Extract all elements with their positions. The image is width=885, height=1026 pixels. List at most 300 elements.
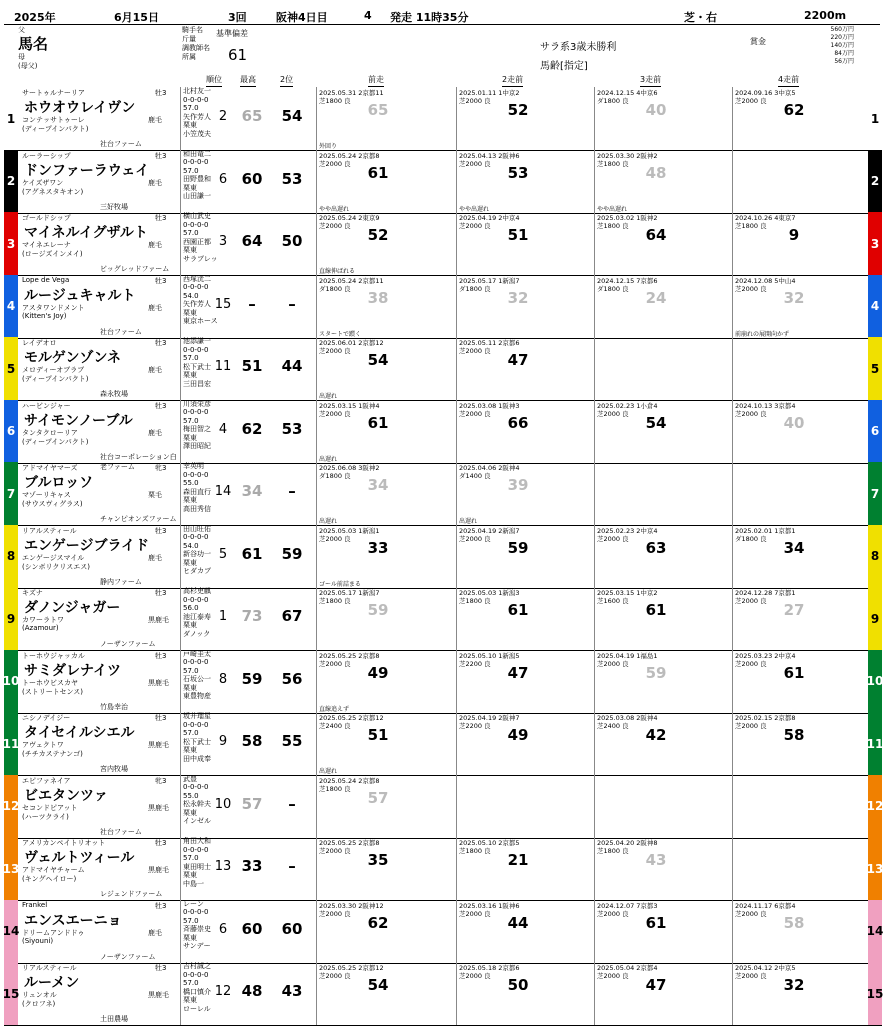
past-race[interactable]	[316, 400, 455, 463]
jockey-line: 栗東	[183, 558, 197, 567]
horse-row[interactable]	[4, 212, 882, 276]
race-score: 32	[783, 976, 805, 994]
rank: 9	[218, 734, 228, 749]
race-score: 24	[645, 288, 667, 307]
race-course: ダ1800 良	[319, 472, 351, 480]
jockey-line: 和田竜二	[183, 149, 211, 158]
horse-name[interactable]: タイセイルシエル	[24, 725, 135, 741]
second-score: –	[288, 857, 296, 875]
race-score: 35	[367, 851, 389, 869]
gate-number-left: 5	[4, 337, 18, 400]
damsire: (ディープインパクト)	[22, 437, 89, 446]
dam: エンゲージスマイル	[22, 553, 85, 562]
past-race[interactable]	[594, 212, 733, 275]
horse-row[interactable]	[4, 900, 882, 964]
horse-row[interactable]	[4, 712, 882, 776]
breeder: ビッグレッドファーム	[100, 265, 170, 273]
sex-age: 牡3	[155, 276, 167, 285]
past-race[interactable]	[732, 775, 871, 838]
jockey-line: 栗東	[183, 808, 197, 817]
race-course: 芝2000 良	[597, 409, 629, 418]
jockey-line: ダノック	[183, 629, 211, 638]
gate-number-right: 2	[868, 150, 882, 213]
dam: マイネエレーナ	[22, 241, 71, 249]
past-race[interactable]	[594, 462, 733, 525]
past-race[interactable]	[732, 337, 871, 400]
past-race[interactable]	[732, 212, 871, 275]
gate-number-right: 10	[868, 650, 882, 713]
sire: キズナ	[22, 589, 43, 597]
race-comment: 出遅れ	[319, 518, 338, 525]
breeder: ノーザンファーム	[100, 640, 156, 648]
sex-age: 牡3	[155, 526, 167, 535]
damsire: (ディープインパクト)	[22, 125, 89, 133]
race-date: 2025.06.01 2京都12	[319, 339, 384, 347]
second-score: –	[288, 482, 296, 500]
race-score: 62	[367, 913, 389, 932]
past-race[interactable]	[316, 87, 455, 150]
rank: 15	[214, 296, 232, 312]
horse-row[interactable]	[4, 275, 882, 339]
race-date: 2025.03.16 1阪神6	[459, 901, 520, 910]
past-race[interactable]	[316, 650, 455, 713]
jockey-line: 栗東	[183, 621, 197, 629]
jockey-line: 0-0-0-0	[183, 95, 209, 104]
race-date: 2024.10.13 3京都4	[735, 401, 796, 410]
coat: 黒鹿毛	[148, 678, 169, 687]
horse-row[interactable]	[4, 462, 882, 526]
max-score: 61	[241, 544, 263, 563]
past-race[interactable]	[456, 650, 595, 713]
race-score: 50	[507, 976, 529, 994]
trainer-col-label: 調教師名	[182, 44, 210, 52]
race-comment: 直線伸ばれる	[319, 268, 356, 275]
past-race[interactable]	[316, 212, 455, 275]
jockey-info	[180, 587, 213, 650]
second-score: 67	[281, 607, 303, 625]
coat: 鹿毛	[148, 116, 162, 124]
past-race[interactable]	[456, 900, 595, 963]
horse-row[interactable]	[4, 837, 882, 901]
horse-name[interactable]: ホウオウレイヴン	[24, 100, 136, 116]
sex-age: 牡3	[155, 901, 167, 910]
race-course: 芝2000 良	[459, 409, 491, 418]
horse-name[interactable]: モルゲンゾンネ	[24, 350, 122, 366]
past-race[interactable]	[732, 587, 871, 650]
sire: リアルスティール	[22, 526, 77, 535]
past-race[interactable]	[594, 650, 733, 713]
horse-info	[20, 900, 180, 963]
jockey-line: 池添謙一	[183, 337, 211, 345]
sire: アドマイヤマーズ	[22, 464, 78, 472]
jockey-line: 0-0-0-0	[183, 908, 209, 916]
horse-info	[20, 525, 180, 588]
past-race[interactable]	[732, 900, 871, 963]
race-date: 2025.04.13 2阪神6	[459, 151, 520, 160]
jockey-line: 栗東	[183, 433, 197, 442]
race-date: 2025.05.04 2京都4	[597, 964, 658, 972]
past-race[interactable]	[594, 400, 733, 463]
past-race[interactable]	[456, 587, 595, 650]
past-race[interactable]	[594, 337, 733, 400]
horse-row[interactable]	[4, 650, 882, 714]
past-race[interactable]	[594, 150, 733, 213]
jockey-info	[180, 150, 213, 213]
jockey-line: 松下武士	[183, 362, 211, 371]
past-race[interactable]	[732, 650, 871, 713]
jockey-line: 0-0-0-0	[183, 533, 209, 541]
horse-info	[20, 275, 180, 338]
rank: 10	[214, 796, 232, 812]
damsire: (Azamour)	[22, 624, 59, 632]
horse-name[interactable]: ルージュキャルト	[24, 287, 136, 304]
coat: 黒鹿毛	[148, 803, 169, 812]
race-date: 2025.05.31 2京都11	[319, 89, 384, 97]
race-date: 2025.03.30 2阪神12	[319, 901, 384, 910]
race-course: 芝2000 良	[459, 972, 491, 980]
race-date: 2024.10.26 4東京7	[735, 214, 796, 222]
race-score: 61	[507, 601, 529, 619]
past-race[interactable]	[732, 837, 871, 900]
horse-row[interactable]	[4, 87, 882, 151]
gate-number-left: 4	[4, 275, 18, 338]
jockey-col-label: 騎手名	[182, 26, 203, 34]
prize-3: 140万円	[830, 42, 854, 49]
rank: 5	[218, 546, 228, 562]
race-date: 2025.05.24 2京都11	[319, 276, 384, 285]
sex-age: 牡3	[155, 839, 167, 847]
past-race[interactable]	[594, 900, 733, 963]
race-date: 2024.09.16 3中京5	[735, 89, 796, 97]
jockey-line: 57.0	[183, 854, 199, 862]
race-course: 芝2000 良	[459, 97, 491, 105]
race-score: 61	[367, 163, 389, 182]
gate-number-right: 14	[868, 900, 882, 963]
horse-name[interactable]: ルーメン	[24, 975, 80, 991]
horse-name[interactable]: サミダレナイツ	[24, 662, 122, 679]
horse-name[interactable]: エンスエーニョ	[24, 912, 122, 929]
jockey-line: 栗東	[183, 933, 197, 942]
race-course: 芝2000 良	[319, 409, 351, 418]
past-race[interactable]	[732, 275, 871, 338]
max-score: 48	[241, 982, 263, 1000]
jockey-line: 57.0	[183, 354, 199, 362]
gate-number-left: 6	[4, 400, 18, 463]
second-score: 44	[281, 357, 303, 375]
jockey-line: 横山武史	[183, 212, 211, 220]
race-course: 芝2000 良	[597, 534, 629, 543]
race-course: 芝2000 良	[735, 409, 767, 418]
col-rank: 順位	[206, 74, 222, 87]
jockey-line: 0-0-0-0	[183, 845, 209, 854]
race-date: 2025.05.17 1新潟7	[459, 276, 520, 285]
race-score: 54	[367, 976, 389, 994]
horse-info	[20, 587, 180, 650]
race-date: 2024.12.15 4中京6	[597, 89, 658, 97]
race-course: 芝2000 良	[735, 909, 767, 918]
horse-name[interactable]: サイモンノーブル	[24, 412, 133, 429]
horse-name[interactable]: ドンファーラウェイ	[24, 162, 150, 179]
past-race[interactable]	[594, 87, 733, 150]
sire: アメリカンペイトリオット	[22, 839, 106, 847]
race-score: 32	[783, 288, 805, 307]
race-course: 芝2000 良	[319, 159, 351, 168]
race-course: 芝1800 良	[319, 97, 351, 105]
race-course: 芝1800 良	[597, 159, 629, 168]
past-race[interactable]	[732, 462, 871, 525]
past-race[interactable]	[732, 150, 871, 213]
race-comment: 外回り	[319, 143, 338, 150]
past-race[interactable]	[316, 275, 455, 338]
rank: 2	[218, 109, 228, 124]
past-race[interactable]	[456, 212, 595, 275]
horse-label: 馬名	[18, 35, 49, 53]
jockey-line: 57.0	[183, 979, 199, 987]
breeder: ノーザンファーム	[100, 952, 156, 961]
horse-name[interactable]: ダノンジャガー	[24, 600, 121, 616]
sex-age: 牡3	[155, 401, 167, 410]
second-score: 59	[281, 544, 303, 563]
race-score: 64	[645, 226, 667, 244]
jockey-line: 戸崎圭太	[183, 649, 211, 658]
past-race[interactable]	[456, 712, 595, 775]
race-course: 芝2000 良	[459, 222, 491, 230]
horse-name[interactable]: マイネルイグザルト	[24, 225, 148, 241]
jockey-line: 栗東	[183, 496, 197, 504]
race-date: 2024.12.08 5中山4	[735, 276, 796, 285]
race-score: 43	[645, 851, 667, 869]
race-course: 芝1800 良	[459, 597, 491, 605]
prize-table	[770, 26, 854, 66]
col-max: 最高	[240, 74, 256, 87]
race-score: 39	[507, 476, 529, 494]
race-date: 2025.05.24 2東京9	[319, 214, 380, 222]
past-race[interactable]	[594, 712, 733, 775]
race-date: 2025.05.25 2京都12	[319, 714, 384, 722]
jockey-line: 54.0	[183, 291, 199, 300]
jockey-line: 新谷功一	[183, 550, 211, 558]
jockey-line: 55.0	[183, 791, 199, 800]
past-race[interactable]	[456, 337, 595, 400]
past-race[interactable]	[732, 525, 871, 588]
past-race[interactable]	[456, 775, 595, 838]
race-score: 63	[645, 538, 667, 557]
race-score: 58	[783, 913, 805, 932]
gate-number-left: 9	[4, 587, 18, 650]
sire: ニシノデイジー	[22, 714, 71, 722]
gate-number-right: 6	[868, 400, 882, 463]
breeder: 三好牧場	[100, 202, 128, 211]
damsire: (サウスヴィグラス)	[22, 500, 83, 508]
past-race[interactable]	[732, 87, 871, 150]
jockey-info	[180, 712, 213, 775]
race-score: 47	[507, 351, 529, 369]
horse-name[interactable]: ビエタンツァ	[24, 787, 108, 804]
col-prev4: 4走前	[778, 74, 799, 87]
sex-age: 牡3	[155, 651, 167, 660]
race-date: 2025.04.19 1福島1	[597, 651, 658, 660]
past-race[interactable]	[456, 400, 595, 463]
past-race[interactable]	[316, 337, 455, 400]
race-date: 2025.05.25 2京都8	[319, 651, 380, 660]
race-score: 59	[645, 663, 667, 682]
coat: 鹿毛	[148, 553, 162, 562]
breeder: 社台ファーム	[100, 827, 142, 836]
race-date: 2025.02.01 1京都1	[735, 526, 796, 535]
jockey-line: 東豊物産	[183, 692, 211, 700]
jockey-line: 坂井瑠星	[183, 712, 211, 720]
race-score: 54	[367, 351, 389, 369]
race-date: 2025.04.20 2阪神8	[597, 839, 658, 847]
sire: レイデオロ	[22, 339, 57, 347]
past-race[interactable]	[732, 962, 871, 1025]
race-date: 2025.04.12 2中京5	[735, 964, 796, 972]
past-race[interactable]	[456, 837, 595, 900]
race-date: 2025.04.06 2阪神4	[459, 464, 520, 472]
horse-info	[20, 837, 180, 900]
past-race[interactable]	[316, 900, 455, 963]
race-course: 芝2000 良	[459, 159, 491, 168]
past-race[interactable]	[316, 775, 455, 838]
jockey-line: 三田昌宏	[183, 379, 211, 388]
race-course: 芝1800 良	[319, 597, 351, 605]
coat: 鹿毛	[148, 303, 162, 312]
past-race[interactable]	[594, 275, 733, 338]
sire: リアルスティール	[22, 964, 77, 972]
max-score: 59	[241, 669, 263, 688]
past-race[interactable]	[456, 275, 595, 338]
race-course: 芝2200 良	[459, 722, 491, 730]
race-course: 芝2000 良	[459, 534, 491, 543]
race-score: 58	[783, 726, 805, 744]
race-comment: 出遅れ	[319, 455, 338, 463]
gate-number-right: 15	[868, 962, 882, 1025]
col-prev2: 2走前	[502, 74, 523, 87]
damsire: (ディープインパクト)	[22, 375, 89, 383]
jockey-line: 小笠茂夫	[183, 129, 211, 138]
past-race[interactable]	[594, 775, 733, 838]
gate-number-left: 12	[4, 775, 18, 838]
dam: ドリームアンドドゥ	[22, 928, 85, 937]
dam: ケイズザワン	[22, 178, 64, 187]
race-score: 66	[507, 413, 529, 432]
race-score: 59	[507, 538, 529, 557]
race-course: 芝2000 良	[735, 597, 767, 605]
past-race[interactable]	[594, 587, 733, 650]
second-score: 60	[281, 919, 303, 938]
jockey-line: 高田秀信	[183, 504, 211, 513]
gate-number-right: 3	[868, 212, 882, 275]
dam: アヴェクトワ	[22, 741, 64, 749]
race-score: 32	[507, 288, 529, 307]
race-score: 34	[783, 538, 805, 557]
horse-name[interactable]: エンゲージブライド	[24, 537, 150, 554]
past-race[interactable]	[316, 150, 455, 213]
race-course: ダ1800 良	[319, 284, 351, 293]
past-race[interactable]	[316, 525, 455, 588]
past-race[interactable]	[456, 962, 595, 1025]
past-race[interactable]	[456, 150, 595, 213]
second-score: 56	[281, 669, 303, 688]
horse-row[interactable]	[4, 962, 882, 1026]
race-course: 芝2000 良	[735, 659, 767, 668]
past-race[interactable]	[316, 712, 455, 775]
race-comment: やや出遅れ	[459, 205, 490, 213]
sex-age: 牝3	[155, 776, 167, 785]
past-race[interactable]	[316, 837, 455, 900]
horse-row[interactable]	[4, 337, 882, 401]
horse-row[interactable]	[4, 775, 882, 839]
max-score: 73	[241, 607, 263, 625]
breeder: 社台ファーム	[100, 140, 142, 148]
race-course: 芝2000 良	[597, 909, 629, 918]
past-race[interactable]	[594, 837, 733, 900]
race-date: 2025.05.24 2京都8	[319, 151, 380, 160]
breeder: 土田農場	[100, 1015, 128, 1023]
race-date: 2025.03.15 1阪神4	[319, 401, 380, 410]
past-race[interactable]	[594, 525, 733, 588]
breeder: 森永牧場	[100, 390, 128, 398]
race-date: 2025.03.30 2阪神2	[597, 151, 658, 160]
race-course: 芝2000 良	[319, 909, 351, 918]
jockey-line: 57.0	[183, 104, 199, 112]
jockey-info	[180, 900, 213, 963]
past-race[interactable]	[316, 962, 455, 1025]
jockey-line: 矢作芳人	[183, 300, 211, 308]
past-race[interactable]	[316, 587, 455, 650]
past-race[interactable]	[456, 462, 595, 525]
race-score: 62	[783, 101, 805, 119]
sex-age: 牡3	[155, 89, 167, 97]
past-race[interactable]	[732, 712, 871, 775]
race-date: 2025.04.19 2阪神7	[459, 714, 520, 722]
jockey-line: 高杉吏麒	[183, 587, 211, 595]
horse-row[interactable]	[4, 587, 882, 651]
jockey-line: 57.0	[183, 916, 199, 925]
jockey-line: 57.0	[183, 229, 199, 237]
jockey-line: サンデー	[183, 942, 211, 950]
damsire: (クロフネ)	[22, 1000, 56, 1008]
jockey-line: 55.0	[183, 479, 199, 487]
race-comment: 直線追えず	[319, 705, 350, 713]
jockey-line: 57.0	[183, 666, 199, 675]
race-condition	[540, 38, 616, 72]
jockey-line: 北村友一	[183, 87, 211, 95]
past-race[interactable]	[732, 400, 871, 463]
horse-name[interactable]: ヴェルトツィール	[24, 850, 135, 866]
horse-name[interactable]: ブルロッソ	[24, 475, 94, 491]
race-date: 2025.05.03 1新潟3	[459, 589, 520, 597]
past-race[interactable]	[594, 962, 733, 1025]
race-course: 芝2000 良	[735, 722, 767, 730]
rank: 3	[218, 234, 228, 249]
past-race[interactable]	[456, 525, 595, 588]
jockey-line: 栗東	[183, 183, 197, 192]
breeder: 竹島幸治	[100, 702, 128, 711]
horse-row[interactable]	[4, 525, 882, 589]
past-race[interactable]	[316, 462, 455, 525]
past-race[interactable]	[456, 87, 595, 150]
venue: 阪神4日目	[276, 11, 328, 24]
horse-row[interactable]	[4, 150, 882, 214]
damsire: (シンボリクリスエス)	[22, 562, 91, 571]
jockey-line: 57.0	[183, 166, 199, 175]
jockey-line: 松下武士	[183, 737, 211, 746]
jockey-info	[180, 212, 218, 275]
damsire: (Siyouni)	[22, 936, 54, 945]
race-date: 2025.05.25 2京都12	[319, 964, 384, 972]
damsire: (チチカステナンゴ)	[22, 750, 83, 758]
